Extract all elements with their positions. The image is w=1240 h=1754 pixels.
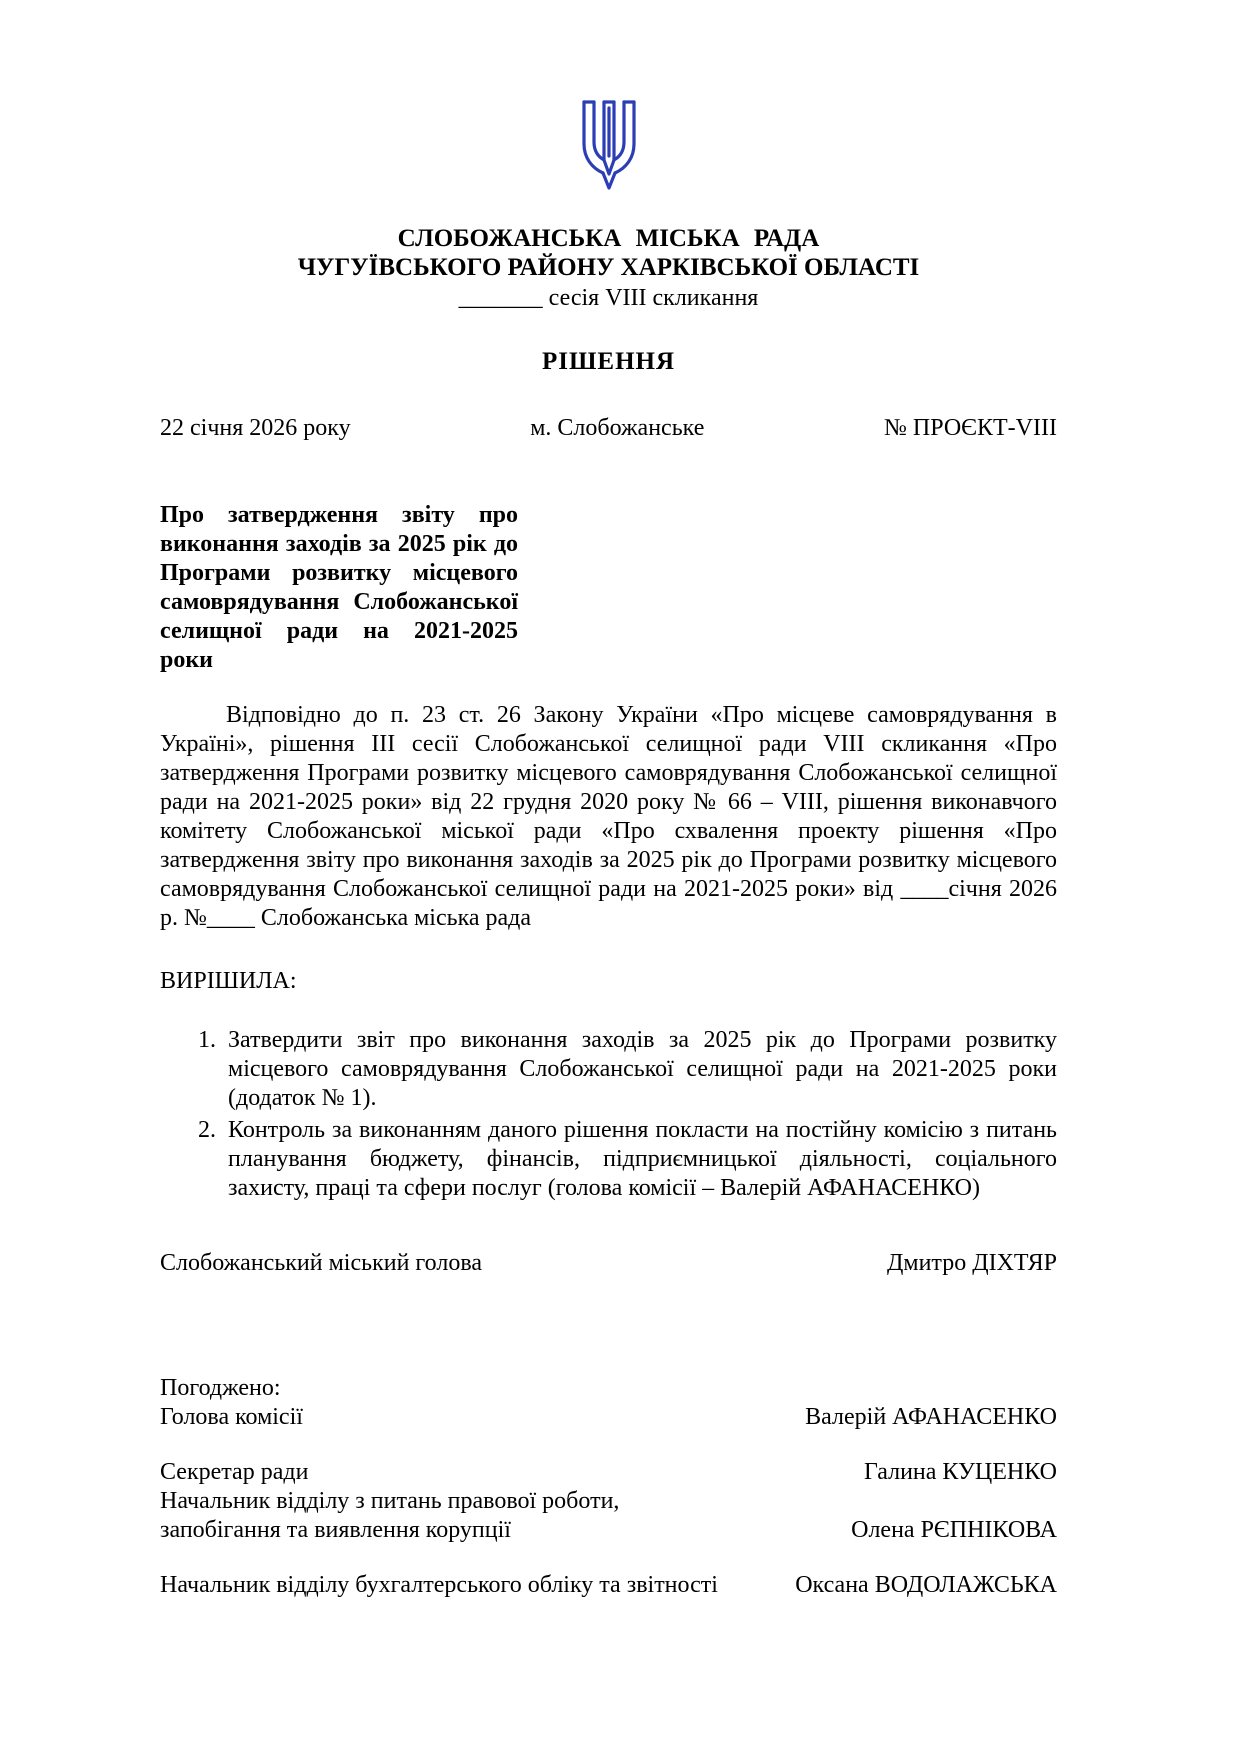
org-name-line2: ЧУГУЇВСЬКОГО РАЙОНУ ХАРКІВСЬКОЇ ОБЛАСТІ	[297, 254, 920, 281]
signatory-title: Начальник відділу бухгалтерського обліку та звітності	[160, 1572, 718, 1598]
spacer	[160, 1432, 1057, 1458]
signatory-name: Валерій АФАНАСЕНКО	[805, 1404, 1057, 1430]
signature-row-2	[160, 1458, 1057, 1487]
signatory-title-line1: Начальник відділу з питань правової роботи,	[160, 1488, 620, 1514]
document-number: № ПРОЄКТ-VIII	[883, 415, 1057, 441]
mayor-signature-row	[160, 1249, 1057, 1278]
agreed-label: Погоджено:	[160, 1375, 281, 1401]
signature-row-3	[160, 1487, 1057, 1545]
resolution-item-1: 1. Затвердити звіт про виконання заходів за 2025 рік до Програми розвитку місцевого самоврядування Слобожанської селищної ради на 2021-2025 роки (додаток № 1).	[222, 1026, 1057, 1113]
spacer	[160, 1545, 1057, 1571]
signature-row-4	[160, 1571, 1057, 1600]
resolved-label: ВИРІШИЛА:	[160, 968, 297, 994]
emblem-container	[160, 98, 1057, 200]
signatory-title: Секретар ради	[160, 1459, 309, 1485]
subject-paragraph: Про затвердження звіту про виконання заходів за 2025 рік до Програми розвитку місцевого самоврядування Слобожанської селищної ради на 2021-2025 роки	[160, 502, 518, 673]
signatory-name: Олена РЄПНІКОВА	[851, 1517, 1057, 1543]
document-type-title: РІШЕННЯ	[541, 348, 676, 375]
mayor-title: Слобожанський міський голова	[160, 1250, 482, 1276]
signatory-title: Голова комісії	[160, 1404, 303, 1430]
signatory-title	[160, 1487, 619, 1545]
document-date: 22 січня 2026 року	[160, 415, 351, 441]
signatory-title-line2: запобігання та виявлення корупції	[160, 1517, 511, 1543]
signature-row-1	[160, 1403, 1057, 1432]
signatory-name: Оксана ВОДОЛАЖСЬКА	[795, 1572, 1057, 1598]
resolution-list	[160, 1026, 1057, 1203]
preamble-paragraph: Відповідно до п. 23 ст. 26 Закону України «Про місцеве самоврядування в Україні», рішення ІІІ сесії Слобожанської селищної ради VIII скликання «Про затвердження Програми розвитку місцевого самоврядування Слобожанської селищної ради на 2021-2025 роки» від 22 грудня 2020 року № 66 – VIII, рішення виконавчого комітету Слобожанської міської ради «Про схвалення проекту рішення «Про затвердження звіту про виконання заходів за 2025 рік до Програми розвитку місцевого самоврядування Слобожанської селищної ради на 2021-2025 роки» від ____січня 2026 р. №____ Слобожанська міська рада	[160, 702, 1057, 931]
meta-row	[160, 414, 1057, 443]
mayor-name: Дмитро ДІХТЯР	[887, 1250, 1057, 1276]
session-line: _______ сесія VIII скликання	[458, 285, 759, 311]
signatory-name: Галина КУЦЕНКО	[863, 1459, 1057, 1485]
document-place: м. Слобожанське	[530, 415, 705, 441]
org-name-line1: СЛОБОЖАНСЬКА МІСЬКА РАДА	[397, 225, 820, 252]
resolution-item-2: 2. Контроль за виконанням даного рішення покласти на постійну комісію з питань планування бюджету, фінансів, підприємницької діяльності, соціального захисту, праці та сфери послуг (голова комісії – Валерій АФАНАСЕНКО)	[222, 1116, 1057, 1203]
ukraine-trident-icon	[578, 172, 640, 198]
